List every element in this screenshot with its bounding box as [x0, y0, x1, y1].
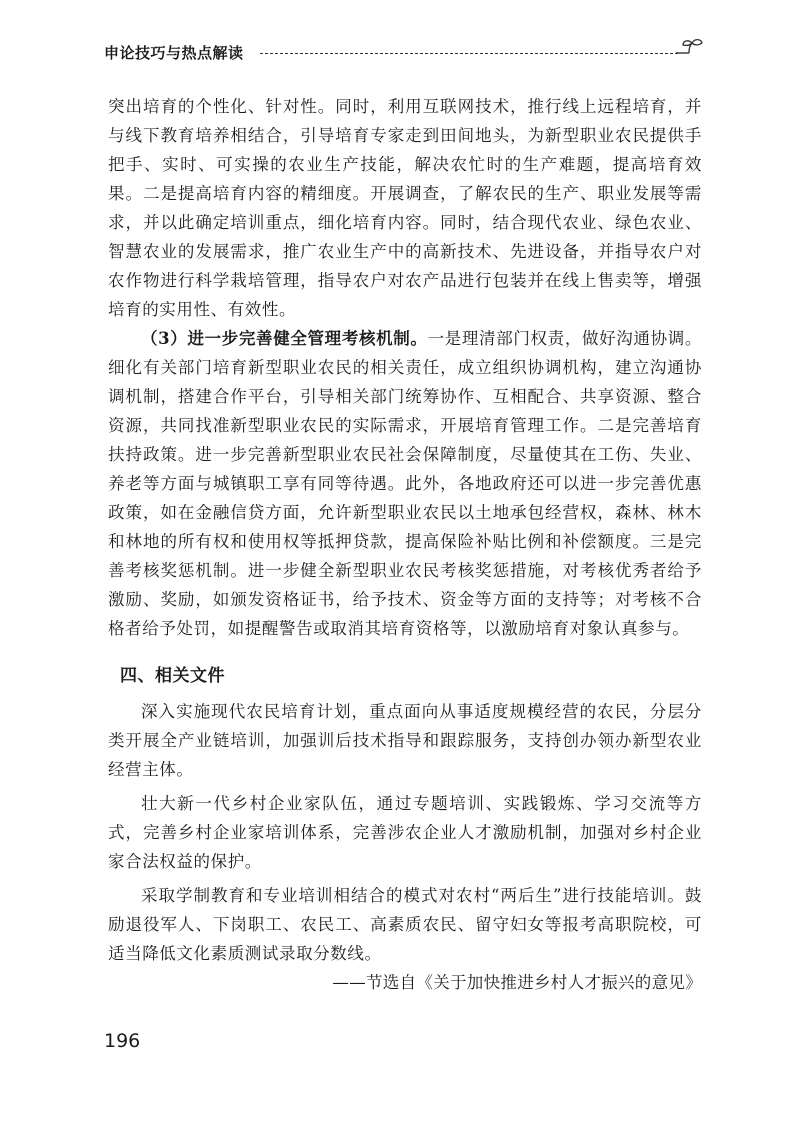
document-paragraph-1: 深入实施现代农民培育计划，重点面向从事适度规模经营的农民，分层分类开展全产业链培训，加强训后技术指导和跟踪服务，支持创办领办新型农业经营主体。	[108, 702, 702, 779]
source-citation: ——节选自《关于加快推进乡村人才振兴的意见》	[332, 973, 702, 992]
document-paragraph-3: 采取学制教育和专业培训相结合的模式对农村“两后生”进行技能培训。鼓励退役军人、下岗职工、农民工、高素质农民、留守妇女等报考高职院校，可适当降低文化素质测试录取分数线。	[108, 886, 702, 963]
section-heading: 四、相关文件	[120, 666, 225, 686]
document-paragraph-2: 壮大新一代乡村企业家队伍，通过专题培训、实践锻炼、学习交流等方式，完善乡村企业家培训体系，完善涉农企业人才激励机制，加强对乡村企业家合法权益的保护。	[108, 794, 702, 871]
running-header	[104, 36, 704, 70]
paragraph-management-body: 一是理清部门权责，做好沟通协调。细化有关部门培育新型职业农民的相关责任，成立组织协调机构，建立沟通协调机制，搭建合作平台，引导相关部门统筹协作、互相配合、共享资源、整合资源，共同找准新型职业农民的实际需求，开展培育管理工作。二是完善培育扶持政策。进一步完善新型职业农民社会保障制度，尽量使其在工伤、失业、养老等方面与城镇职工享有同等待遇。此外，各地政府还可以进一步完善优惠政策，如在金融信贷方面，允许新型职业农民以土地承包经营权，森林、林木和林地的所有权和使用权等抵押贷款，提高保险补贴比例和补偿额度。三是完善考核奖惩机制。进一步健全新型职业农民考核奖惩措施，对考核优秀者给予激励、奖励，如颁发资格证书，给予技术、资金等方面的支持等；对考核不合格者给予处罚，如提醒警告或取消其培育资格等，以激励培育对象认真参与。	[108, 329, 702, 638]
page-number: 196	[104, 1030, 141, 1052]
sprout-icon	[674, 36, 704, 66]
body-text	[108, 92, 702, 997]
header-dashed-rule	[260, 53, 678, 54]
paragraph-continuation: 突出培育的个性化、针对性。同时，利用互联网技术，推行线上远程培育，并与线下教育培养相结合，引导培育专家走到田间地头，为新型职业农民提供手把手、实时、可实操的农业生产技能，解决农忙时的生产难题，提高培育效果。二是提高培育内容的精细度。开展调查，了解农民的生产、职业发展等需求，并以此确定培训重点，细化培育内容。同时，结合现代农业、绿色农业、智慧农业的发展需求，推广农业生产中的高新技术、先进设备，并指导农户对农作物进行科学栽培管理，指导农户对农产品进行包装并在线上售卖等，增强培育的实用性、有效性。	[108, 97, 702, 319]
header-title: 申论技巧与热点解读	[104, 44, 244, 62]
numbered-lead-3: （3）进一步完善健全管理考核机制。	[141, 329, 428, 348]
paragraph-management-mechanism	[108, 324, 702, 643]
